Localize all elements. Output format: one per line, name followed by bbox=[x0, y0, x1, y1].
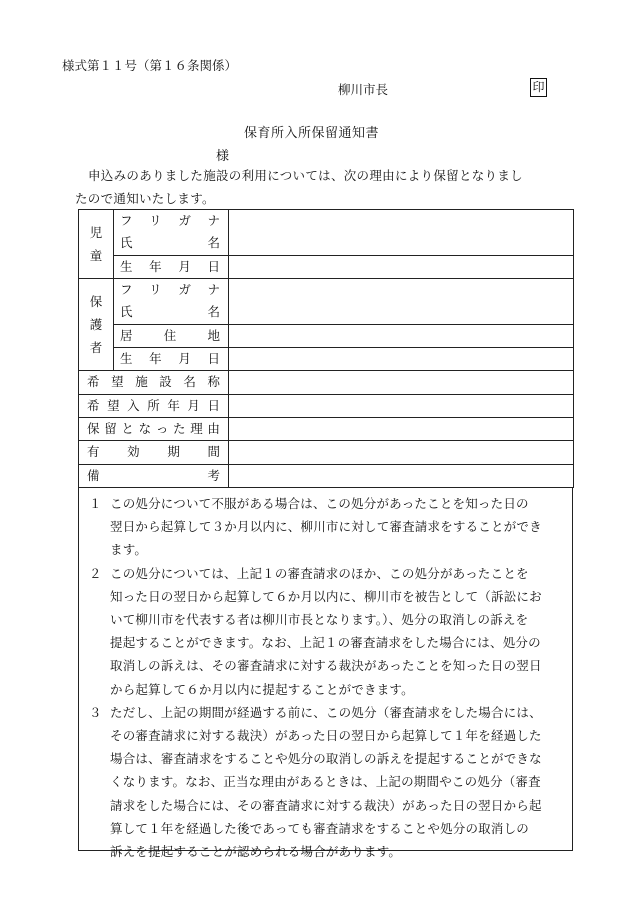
reason-value[interactable] bbox=[229, 417, 574, 440]
note-number: １ bbox=[89, 496, 102, 511]
guardian-name-value[interactable] bbox=[229, 278, 574, 324]
child-group-label: 児童 bbox=[79, 210, 114, 279]
table-row bbox=[79, 324, 574, 347]
table-row bbox=[79, 394, 574, 417]
guardian-address-label: 居 住 地 bbox=[114, 324, 229, 347]
note-line: 取消しの訴えは、その審査請求に対する裁決があったことを知った日の翌日 bbox=[110, 658, 542, 674]
table-row bbox=[79, 255, 574, 278]
note-line: 提起することができます。なお、上記１の審査請求をした場合には、処分の bbox=[110, 635, 541, 651]
note-line: いて柳川市を代表する者は柳川市長となります。）、処分の取消しの訴えを bbox=[110, 612, 529, 627]
table-row bbox=[79, 371, 574, 394]
table-row bbox=[79, 278, 574, 324]
note-line: ただし、上記の期間が経過する前に、この処分（審査請求をした場合には、 bbox=[110, 704, 542, 720]
guardian-furigana-name-label: フ リ ガ ナ 氏 名 bbox=[114, 278, 229, 324]
note-line: 算して１年を経過した後であっても審査請求をすることや処分の取消しの bbox=[110, 820, 529, 836]
remarks-label: 備 考 bbox=[79, 464, 229, 487]
appeal-notes-box bbox=[78, 488, 573, 860]
table-row bbox=[79, 210, 574, 256]
intro-line-2: たので通知いたします。 bbox=[75, 191, 215, 206]
child-furigana-name-label: フ リ ガ ナ 氏 名 bbox=[114, 210, 229, 256]
info-table bbox=[78, 209, 574, 488]
facility-name-label: 希 望 施 設 名 称 bbox=[79, 371, 229, 394]
guardian-group-label: 保護者 bbox=[79, 278, 114, 370]
form-number: 様式第１１号（第１６条関係） bbox=[62, 58, 238, 73]
child-birthdate-label: 生 年 月 日 bbox=[114, 255, 229, 278]
note-line: この処分について不服がある場合は、この処分があったことを知った日の bbox=[110, 496, 529, 511]
note-3 bbox=[89, 701, 565, 863]
child-birthdate-value[interactable] bbox=[229, 255, 574, 278]
table-row bbox=[79, 441, 574, 464]
table-row bbox=[79, 347, 574, 370]
table-row bbox=[79, 464, 574, 487]
note-line: 場合は、審査請求をすることや処分の取消しの訴えを提起することができな bbox=[110, 751, 542, 767]
note-line: この処分については、上記１の審査請求のほか、この処分があったことを bbox=[110, 565, 529, 581]
facility-name-value[interactable] bbox=[229, 371, 574, 394]
note-line: その審査請求に対する裁決）があった日の翌日から起算して１年を経過した bbox=[110, 728, 542, 743]
guardian-birthdate-label: 生 年 月 日 bbox=[114, 347, 229, 370]
addressee-honorific: 様 bbox=[216, 149, 230, 164]
intro-line-1: 申込みのありました施設の利用については、次の理由により保留となりまし bbox=[88, 168, 523, 183]
table-row bbox=[79, 417, 574, 440]
document-title: 保育所入所保留通知書 bbox=[244, 126, 380, 141]
guardian-birthdate-value[interactable] bbox=[229, 347, 574, 370]
guardian-address-value[interactable] bbox=[229, 324, 574, 347]
note-2 bbox=[89, 562, 565, 701]
admission-date-value[interactable] bbox=[229, 394, 574, 417]
admission-date-label: 希 望 入 所 年 月 日 bbox=[79, 394, 229, 417]
note-line: ます。 bbox=[110, 542, 148, 558]
note-line: から起算して６か月以内に提起することができます。 bbox=[110, 681, 414, 697]
remarks-value[interactable] bbox=[229, 464, 574, 487]
note-line: 知った日の翌日から起算して６か月以内に、柳川市を被告として（訴訟にお bbox=[110, 588, 542, 604]
seal-box: 印 bbox=[530, 78, 547, 97]
reason-label: 保 留 と な っ た 理 由 bbox=[79, 417, 229, 440]
child-name-value[interactable] bbox=[229, 210, 574, 256]
note-number: ２ bbox=[89, 565, 102, 581]
validity-period-value[interactable] bbox=[229, 441, 574, 464]
issuer-mayor: 柳川市長 bbox=[338, 82, 389, 97]
note-number: ３ bbox=[89, 704, 102, 720]
note-line: くなります。なお、正当な理由があるときは、上記の期間やこの処分（審査 bbox=[110, 774, 541, 790]
note-line: 翌日から起算して３か月以内に、柳川市に対して審査請求をすることができ bbox=[110, 519, 542, 535]
note-line: 訴えを提起することが認められる場合があります。 bbox=[110, 844, 402, 860]
note-line: 請求をした場合には、その審査請求に対する裁決）があった日の翌日から起 bbox=[110, 797, 542, 813]
validity-period-label: 有 効 期 間 bbox=[79, 441, 229, 464]
note-1 bbox=[89, 492, 565, 562]
